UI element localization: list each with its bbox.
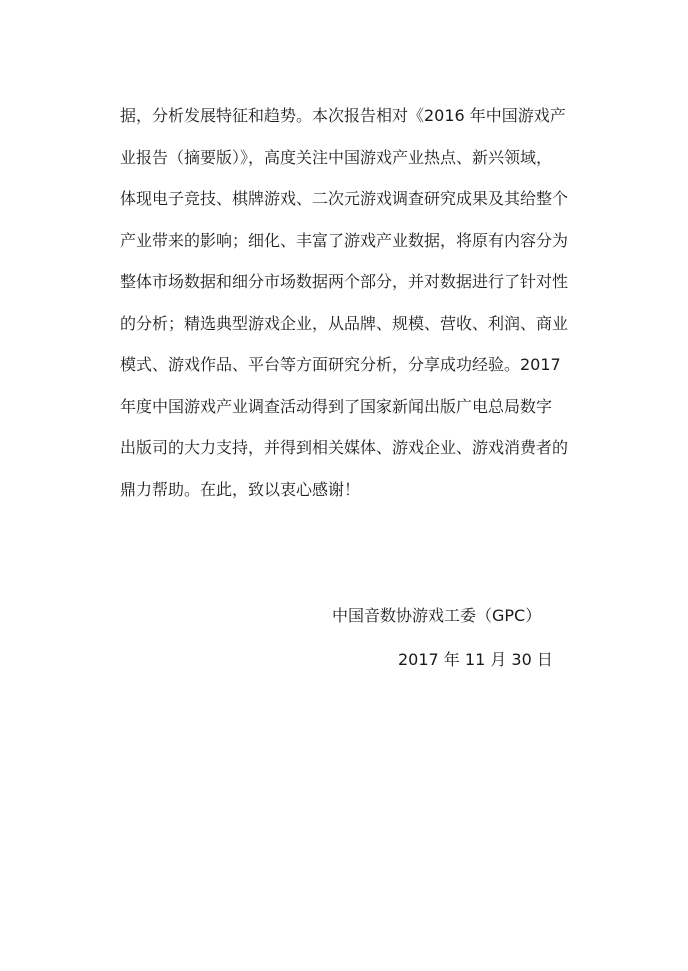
- signature-organization: 中国音数协游戏工委（GPC）: [332, 606, 542, 625]
- paragraph-line: 鼎力帮助。在此，致以衷心感谢！: [120, 479, 361, 499]
- paragraph-line: 业报告（摘要版）》，高度关注中国游戏产业热点、新兴领域，: [120, 147, 553, 167]
- paragraph-line: 产业带来的影响；细化、丰富了游戏产业数据，将原有内容分为: [120, 230, 569, 250]
- paragraph-line: 出版司的大力支持，并得到相关媒体、游戏企业、游戏消费者的: [120, 438, 569, 457]
- paragraph-line: 整体市场数据和细分市场数据两个部分，并对数据进行了针对性: [120, 272, 569, 291]
- paragraph-line: 模式、游戏作品、平台等方面研究分析，分享成功经验。2017: [120, 355, 561, 374]
- signature-date: 2017 年 11 月 30 日: [398, 650, 553, 669]
- paragraph-line: 的分析；精选典型游戏企业，从品牌、规模、营收、利润、商业: [120, 313, 569, 333]
- body-paragraph: [120, 100, 580, 515]
- paragraph-line: 据，分析发展特征和趋势。本次报告相对《2016 年中国游戏产: [120, 106, 566, 125]
- paragraph-line: 年度中国游戏产业调查活动得到了国家新闻出版广电总局数字: [120, 396, 553, 416]
- paragraph-line: 体现电子竞技、棋牌游戏、二次元游戏调查研究成果及其给整个: [120, 189, 569, 208]
